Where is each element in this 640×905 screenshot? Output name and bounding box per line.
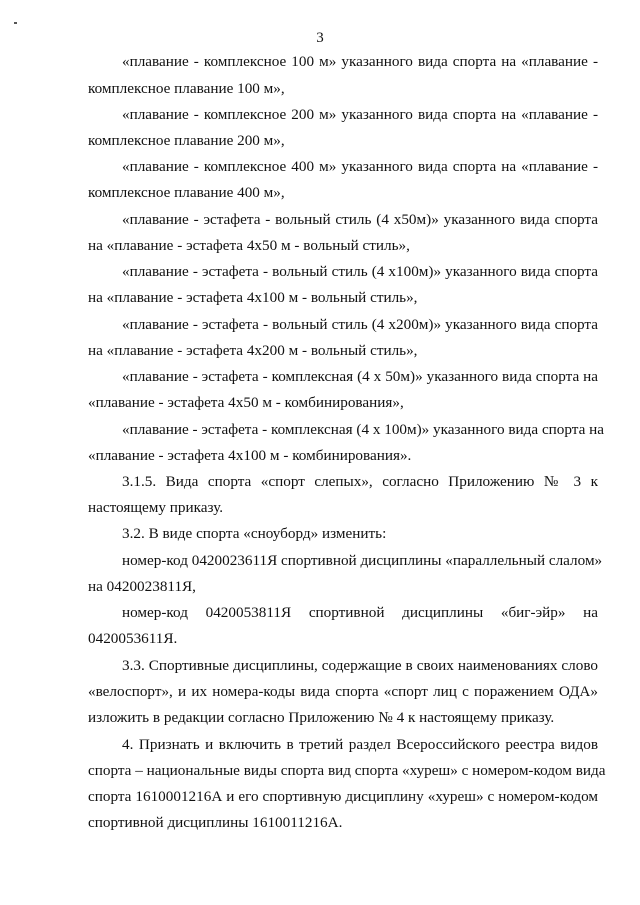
text-line: 3.1.5. Вида спорта «спорт слепых», согласно Приложению № 3 к <box>122 473 598 490</box>
text-line: «плавание - эстафета - комплексная (4 х 100м)» указанного вида спорта на <box>122 421 605 438</box>
text-line: номер-код 0420053811Я спортивной дисциплины «биг-эйр» на <box>122 604 598 621</box>
text-line: «плавание - эстафета 4х50 м - комбинирования», <box>88 394 404 411</box>
text-line: на «плавание - эстафета 4х100 м - вольный стиль», <box>88 289 418 306</box>
text-line: «плавание - эстафета - комплексная (4 х 50м)» указанного вида спорта на <box>122 368 598 385</box>
text-line: «плавание - комплексное 200 м» указанного вида спорта на «плавание - <box>122 106 598 123</box>
text-line: на «плавание - эстафета 4х50 м - вольный стиль», <box>88 237 410 254</box>
text-line: комплексное плавание 200 м», <box>88 132 285 149</box>
text-line: настоящему приказу. <box>88 499 224 516</box>
text-line: 4. Признать и включить в третий раздел Всероссийского реестра видов <box>122 736 598 753</box>
text-line: «плавание - комплексное 100 м» указанного вида спорта на «плавание - <box>122 53 598 70</box>
text-line: «плавание - эстафета - вольный стиль (4 х100м)» указанного вида спорта <box>122 263 598 280</box>
text-line: изложить в редакции согласно Приложению № 4 к настоящему приказу. <box>88 709 555 726</box>
page-number: 3 <box>316 30 324 46</box>
text-line: «плавание - эстафета - вольный стиль (4 х200м)» указанного вида спорта <box>122 316 598 333</box>
text-line: 0420053611Я. <box>88 630 178 647</box>
text-line: спорта 1610001216А и его спортивную дисциплину «хуреш» с номером-кодом <box>88 788 598 805</box>
text-line: спортивной дисциплины 1610011216А. <box>88 814 343 831</box>
text-line: комплексное плавание 100 м», <box>88 80 285 97</box>
text-line: комплексное плавание 400 м», <box>88 184 285 201</box>
text-line: «плавание - эстафета 4х100 м - комбинирования». <box>88 447 412 464</box>
text-line: 3.2. В виде спорта «сноуборд» изменить: <box>122 525 387 542</box>
text-line: спорта – национальные виды спорта вид спорта «хуреш» с номером-кодом вида <box>88 762 606 779</box>
text-line: на 0420023811Я, <box>88 578 196 595</box>
text-line: 3.3. Спортивные дисциплины, содержащие в своих наименованиях слово <box>122 657 598 674</box>
text-line: «плавание - комплексное 400 м» указанного вида спорта на «плавание - <box>122 158 598 175</box>
text-line: номер-код 0420023611Я спортивной дисциплины «параллельный слалом» <box>122 552 603 569</box>
text-line: «велоспорт», и их номера-коды вида спорта «спорт лиц с поражением ОДА» <box>88 683 598 700</box>
margin-mark <box>14 22 17 24</box>
text-line: «плавание - эстафета - вольный стиль (4 х50м)» указанного вида спорта <box>122 211 598 228</box>
text-line: на «плавание - эстафета 4х200 м - вольный стиль», <box>88 342 418 359</box>
